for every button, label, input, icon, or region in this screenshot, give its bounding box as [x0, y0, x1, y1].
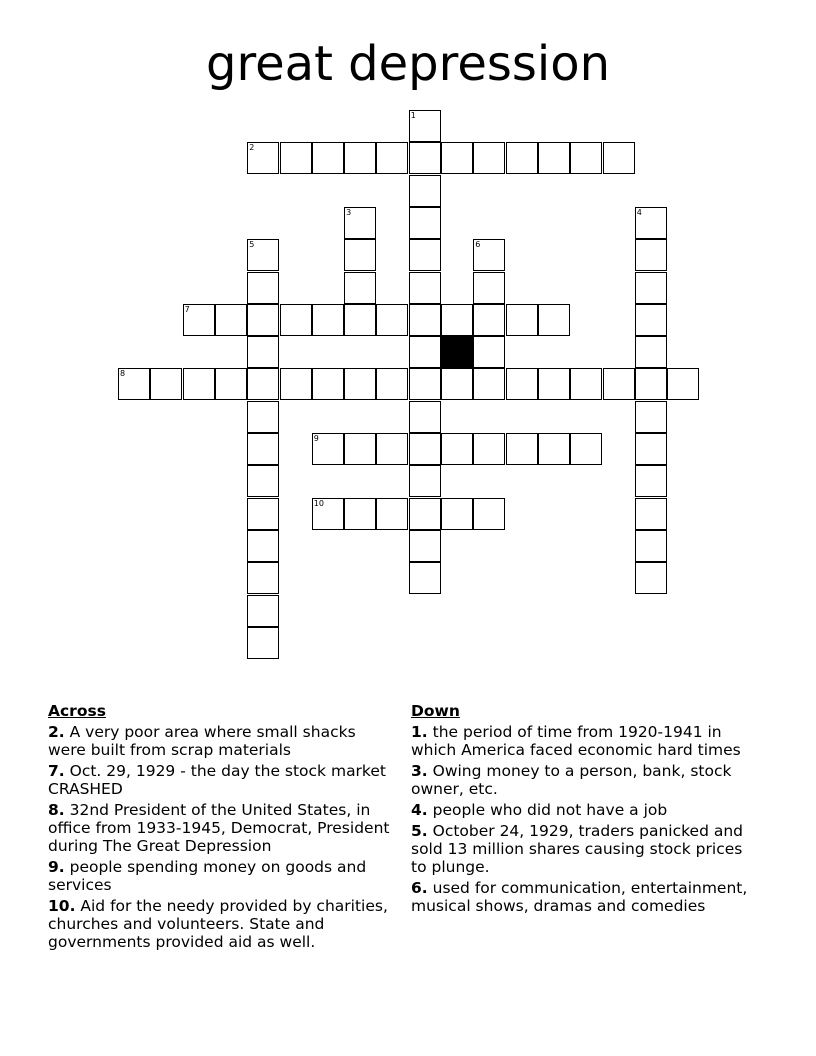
grid-cell[interactable] — [635, 336, 667, 368]
grid-cell[interactable] — [473, 368, 505, 400]
grid-cell[interactable] — [506, 304, 538, 336]
clue-number: 3 — [346, 207, 352, 217]
grid-cell[interactable] — [376, 498, 408, 530]
clue-text: A very poor area where small shacks were built from scrap materials — [48, 723, 356, 759]
grid-cell[interactable] — [247, 498, 279, 530]
grid-cell[interactable] — [183, 368, 215, 400]
grid-cell[interactable] — [506, 368, 538, 400]
clue-number: 5 — [249, 240, 255, 250]
clue-text: people who did not have a job — [427, 801, 668, 819]
grid-cell[interactable] — [538, 142, 570, 174]
grid-cell[interactable] — [570, 142, 602, 174]
grid-cell[interactable] — [280, 142, 312, 174]
clue-number-label: 9. — [48, 858, 65, 876]
grid-cell[interactable] — [215, 368, 247, 400]
grid-cell[interactable] — [635, 207, 667, 239]
grid-cell[interactable] — [344, 498, 376, 530]
clue-text: 32nd President of the United States, in office from 1933-1945, Democrat, President during The Great Depression — [48, 801, 390, 855]
grid-cell[interactable] — [538, 433, 570, 465]
grid-cell[interactable] — [376, 368, 408, 400]
grid-cell[interactable] — [312, 433, 344, 465]
grid-cell[interactable] — [473, 272, 505, 304]
grid-cell[interactable] — [635, 433, 667, 465]
clue-text: used for communication, entertainment, musical shows, dramas and comedies — [411, 879, 748, 915]
grid-cell[interactable] — [409, 175, 441, 207]
grid-cell[interactable] — [409, 207, 441, 239]
grid-cell[interactable] — [506, 142, 538, 174]
clue-number-label: 2. — [48, 723, 65, 741]
grid-cell[interactable] — [409, 433, 441, 465]
clue-text: people spending money on goods and services — [48, 858, 367, 894]
down-clue-list — [411, 723, 756, 915]
clue-number-label: 7. — [48, 762, 65, 780]
grid-cell[interactable] — [312, 304, 344, 336]
grid-cell[interactable] — [570, 368, 602, 400]
grid-cell[interactable] — [247, 368, 279, 400]
clue-number: 9 — [313, 434, 319, 443]
grid-cell[interactable] — [473, 498, 505, 530]
grid-cell[interactable] — [473, 239, 505, 271]
clue-text: Oct. 29, 1929 - the day the stock market CRASHED — [48, 762, 386, 798]
grid-cell[interactable] — [247, 465, 279, 497]
grid-cell[interactable] — [441, 433, 473, 465]
grid-cell[interactable] — [247, 239, 279, 271]
across-clue — [48, 801, 393, 855]
clue-number-label: 3. — [411, 762, 428, 780]
grid-cell[interactable] — [667, 368, 699, 400]
grid-cell[interactable] — [247, 272, 279, 304]
black-square — [441, 336, 473, 368]
grid-cell[interactable] — [247, 433, 279, 465]
down-clues — [411, 702, 756, 918]
grid-cell[interactable] — [409, 110, 441, 142]
grid-cell[interactable] — [635, 368, 667, 400]
clue-number-label: 8. — [48, 801, 65, 819]
clue-text: Owing money to a person, bank, stock owner, etc. — [411, 762, 732, 798]
grid-cell[interactable] — [473, 142, 505, 174]
grid-cell[interactable] — [409, 368, 441, 400]
grid-cell[interactable] — [409, 465, 441, 497]
clue-text: Aid for the needy provided by charities, churches and volunteers. State and governments provided aid as well. — [48, 897, 388, 951]
down-clue — [411, 762, 756, 798]
grid-cell[interactable] — [635, 304, 667, 336]
grid-cell[interactable] — [441, 304, 473, 336]
grid-cell[interactable] — [409, 304, 441, 336]
grid-cell[interactable] — [344, 272, 376, 304]
down-clue — [411, 822, 756, 876]
across-clue — [48, 897, 393, 951]
grid-cell[interactable] — [376, 304, 408, 336]
grid-cell[interactable] — [409, 498, 441, 530]
grid-cell[interactable] — [409, 142, 441, 174]
across-clue — [48, 762, 393, 798]
clue-number-label: 4. — [411, 801, 428, 819]
grid-cell[interactable] — [441, 368, 473, 400]
clue-number: 10 — [313, 498, 324, 508]
grid-cell[interactable] — [635, 239, 667, 271]
down-clue — [411, 723, 756, 759]
grid-cell[interactable] — [280, 368, 312, 400]
grid-cell[interactable] — [603, 368, 635, 400]
grid-cell[interactable] — [312, 368, 344, 400]
grid-cell[interactable] — [247, 142, 279, 174]
grid-cell[interactable] — [247, 304, 279, 336]
grid-cell[interactable] — [441, 142, 473, 174]
grid-cell[interactable] — [312, 498, 344, 530]
grid-cell[interactable] — [312, 142, 344, 174]
across-clue — [48, 723, 393, 759]
clue-number: 2 — [249, 143, 255, 153]
down-clue — [411, 879, 756, 915]
grid-cell[interactable] — [473, 336, 505, 368]
grid-cell[interactable] — [538, 304, 570, 336]
clue-text: October 24, 1929, traders panicked and sold 13 million shares causing stock prices to plunge. — [411, 822, 744, 876]
down-heading: Down — [411, 702, 460, 720]
clue-number-label: 6. — [411, 879, 428, 897]
grid-cell[interactable] — [247, 595, 279, 627]
grid-cell[interactable] — [635, 530, 667, 562]
grid-cell[interactable] — [409, 239, 441, 271]
clue-number: 4 — [636, 207, 642, 217]
grid-cell[interactable] — [506, 433, 538, 465]
grid-cell[interactable] — [409, 336, 441, 368]
grid-cell[interactable] — [344, 304, 376, 336]
clue-text: the period of time from 1920-1941 in which America faced economic hard times — [411, 723, 741, 759]
grid-cell[interactable] — [473, 433, 505, 465]
grid-cell[interactable] — [538, 368, 570, 400]
down-clue — [411, 801, 756, 819]
grid-cell[interactable] — [215, 304, 247, 336]
grid-cell[interactable] — [635, 562, 667, 594]
grid-cell[interactable] — [280, 304, 312, 336]
grid-cell[interactable] — [118, 368, 150, 400]
across-clues — [48, 702, 393, 954]
grid-cell[interactable] — [409, 562, 441, 594]
grid-cell[interactable] — [409, 272, 441, 304]
grid-cell[interactable] — [247, 562, 279, 594]
grid-cell[interactable] — [603, 142, 635, 174]
clue-number: 7 — [184, 304, 190, 314]
grid-cell[interactable] — [183, 304, 215, 336]
grid-cell[interactable] — [247, 336, 279, 368]
grid-cell[interactable] — [344, 142, 376, 174]
grid-cell[interactable] — [441, 498, 473, 530]
clue-number: 6 — [475, 240, 481, 250]
grid-cell[interactable] — [635, 498, 667, 530]
clue-number-label: 10. — [48, 897, 76, 915]
grid-cell[interactable] — [376, 433, 408, 465]
grid-cell[interactable] — [247, 401, 279, 433]
grid-cell[interactable] — [635, 465, 667, 497]
clue-number: 1 — [410, 111, 416, 120]
puzzle-title: great depression — [206, 36, 610, 92]
grid-cell[interactable] — [344, 207, 376, 239]
grid-cell[interactable] — [344, 239, 376, 271]
grid-cell[interactable] — [344, 368, 376, 400]
grid-cell[interactable] — [376, 142, 408, 174]
across-heading: Across — [48, 702, 106, 720]
clue-number-label: 1. — [411, 723, 428, 741]
grid-cell[interactable] — [473, 304, 505, 336]
grid-cell[interactable] — [409, 530, 441, 562]
grid-cell[interactable] — [150, 368, 182, 400]
across-clue-list — [48, 723, 393, 951]
grid-cell[interactable] — [409, 401, 441, 433]
grid-cell[interactable] — [247, 530, 279, 562]
clue-number-label: 5. — [411, 822, 428, 840]
grid-cell[interactable] — [635, 401, 667, 433]
grid-cell[interactable] — [635, 272, 667, 304]
grid-cell[interactable] — [570, 433, 602, 465]
grid-cell[interactable] — [344, 433, 376, 465]
grid-cell[interactable] — [247, 627, 279, 659]
clue-number: 8 — [120, 369, 126, 379]
across-clue — [48, 858, 393, 894]
